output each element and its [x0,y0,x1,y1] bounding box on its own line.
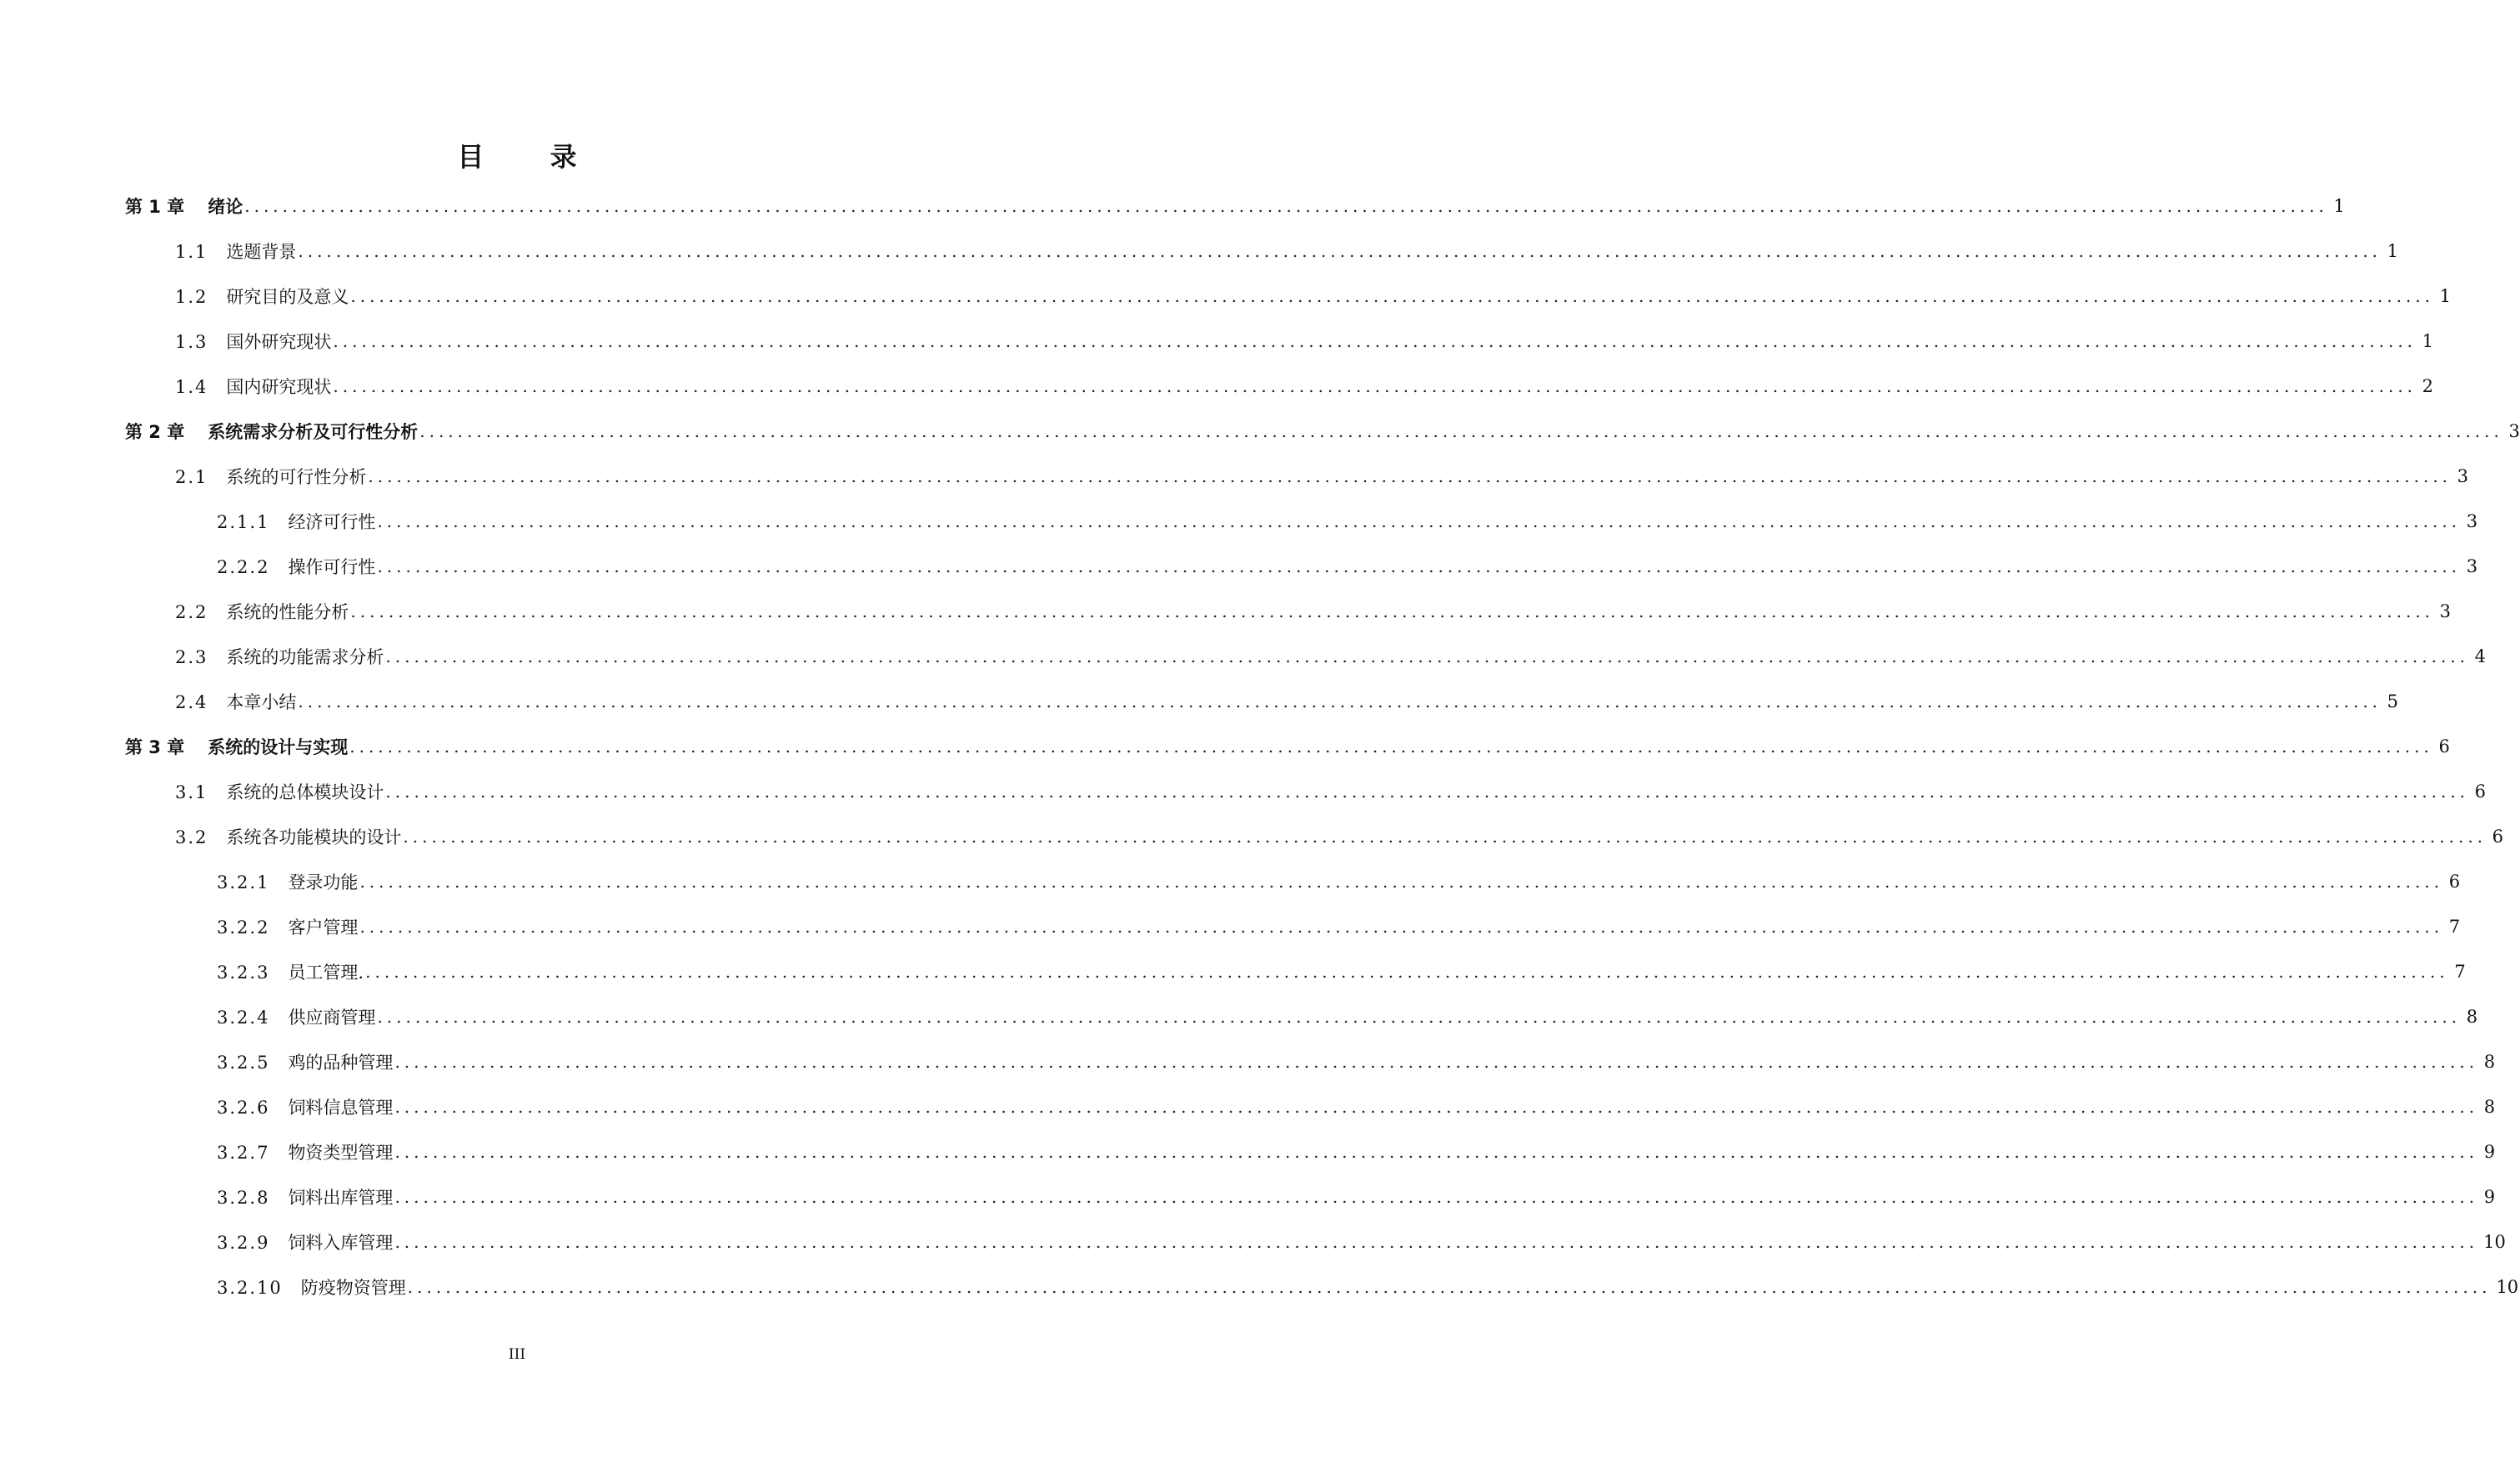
toc-entry-number: 2.1.1 [217,512,270,532]
toc-entry-text: 饲料出库管理 [288,1188,394,1208]
toc-entry-number: 2.1 [175,467,208,487]
toc-entry-number: 第 2 章 [125,422,185,442]
toc-entry-number: 3.2.2 [217,918,270,938]
toc-entry-page-number: 9 [2483,1187,2496,1207]
toc-entry-number: 2.2 [175,602,208,622]
toc-entry-number: 3.2.7 [217,1143,270,1163]
toc-entry-text: 国内研究现状 [226,377,332,397]
toc-entry[interactable] [0,994,2478,1039]
toc-entry-page-number: 8 [2466,1007,2478,1027]
toc-entry[interactable] [0,859,2461,904]
toc-entry-label [125,194,243,219]
toc-dot-leader: ............................................................................................................................................................................................................................ [298,691,2382,711]
toc-entry-label [175,239,296,264]
toc-entry-label [125,734,348,759]
page-number-footer: III [508,1346,526,1363]
toc-entry[interactable] [0,1219,2506,1264]
toc-entry-page-number: 1 [2333,196,2345,216]
toc-entry-text: 国外研究现状 [226,332,332,352]
toc-dot-leader: ............................................................................................................................................................................................................................ [365,962,2449,982]
toc-entry-text: 系统的性能分析 [226,602,349,622]
toc-entry-label [217,509,375,534]
toc-dot-leader: ............................................................................................................................................................................................................................ [377,511,2462,531]
toc-entry[interactable] [0,814,2504,859]
toc-entry[interactable] [0,904,2461,949]
toc-entry-number: 3.2.5 [217,1053,270,1073]
toc-entry-label [175,779,384,804]
toc-entry-page-number: 6 [2438,737,2450,757]
toc-entry-text: 客户管理 [288,918,359,938]
toc-entry-number: 1.1 [175,242,208,262]
toc-dot-leader: ............................................................................................................................................................................................................................ [377,556,2462,576]
toc-dot-leader: ............................................................................................................................................................................................................................ [368,466,2452,486]
toc-entry-label [217,1094,393,1119]
toc-entry-label [175,329,331,354]
toc-entry-number: 第 3 章 [125,737,185,757]
toc-entry-number: 3.2.3 [217,963,270,983]
toc-entry-number: 3.2 [175,827,208,847]
toc-entry[interactable] [0,319,2434,364]
toc-entry-page-number: 10 [2483,1232,2506,1252]
toc-entry-text: 系统的可行性分析 [226,467,367,487]
toc-entry[interactable] [0,274,2452,319]
toc-entry-text: 选题背景 [226,242,297,262]
toc-entry-page-number: 3 [2457,466,2469,486]
toc-entry[interactable] [0,679,2399,724]
toc-dot-leader: ............................................................................................................................................................................................................................ [359,872,2444,892]
toc-entry[interactable] [0,1084,2496,1129]
toc-entry-label [217,1229,393,1254]
toc-entry-label [175,464,366,489]
toc-entry[interactable] [0,949,2466,994]
toc-entry-text: 员工管理. [288,963,364,983]
toc-entry-page-number: 9 [2483,1142,2496,1162]
toc-dot-leader: ............................................................................................................................................................................................................................ [394,1187,2479,1207]
toc-entry-text: 防疫物资管理 [300,1278,406,1298]
toc-entry-page-number: 3 [2439,601,2452,621]
toc-entry[interactable] [0,454,2469,499]
toc-entry-label [217,914,358,939]
toc-entry-number: 1.3 [175,332,208,352]
toc-entry-label [125,419,418,444]
toc-dot-leader: ............................................................................................................................................................................................................................ [403,827,2487,847]
toc-entry-number: 3.2.1 [217,872,270,892]
toc-entry[interactable] [0,1129,2496,1174]
toc-entry-text: 系统的总体模块设计 [226,782,384,802]
toc-entry-text: 登录功能 [288,872,359,892]
toc-dot-leader: ............................................................................................................................................................................................................................ [394,1097,2479,1117]
toc-entry-number: 2.2.2 [217,557,270,577]
toc-dot-leader: ............................................................................................................................................................................................................................ [385,646,2470,666]
toc-entry-number: 3.2.10 [217,1278,283,1298]
toc-entry-text: 系统各功能模块的设计 [226,827,402,847]
toc-dot-leader: ............................................................................................................................................................................................................................ [377,1007,2462,1027]
toc-entry[interactable] [0,634,2487,679]
toc-entry-number: 3.2.9 [217,1233,270,1253]
toc-dot-leader: ............................................................................................................................................................................................................................ [333,376,2417,396]
toc-dot-leader: ............................................................................................................................................................................................................................ [394,1232,2479,1252]
toc-dot-leader: ............................................................................................................................................................................................................................ [394,1052,2479,1072]
toc-entry-number: 3.2.8 [217,1188,270,1208]
toc-entry-page-number: 3 [2466,556,2478,576]
toc-dot-leader: ............................................................................................................................................................................................................................ [359,917,2444,937]
toc-list [0,184,2520,1310]
toc-entry-label [175,284,349,309]
toc-entry-page-number: 1 [2439,286,2452,306]
toc-entry-page-number: 7 [2448,917,2461,937]
toc-dot-leader: ............................................................................................................................................................................................................................ [350,601,2435,621]
toc-entry-text: 饲料信息管理 [288,1098,394,1118]
toc-dot-leader: ............................................................................................................................................................................................................................ [349,737,2433,757]
toc-entry-number: 1.2 [175,287,208,307]
toc-entry-label [175,689,296,714]
toc-entry-text: 绪论 [208,197,243,217]
toc-entry-label [175,374,331,399]
toc-entry-label [217,869,358,894]
toc-entry-label [217,1184,393,1209]
toc-entry[interactable] [0,589,2452,634]
toc-dot-leader: ............................................................................................................................................................................................................................ [350,286,2435,306]
toc-entry[interactable] [0,364,2434,409]
toc-entry[interactable] [0,1264,2519,1310]
toc-entry[interactable] [0,499,2478,544]
toc-entry[interactable] [0,544,2478,589]
toc-entry-number: 3.1 [175,782,208,802]
toc-entry[interactable] [0,409,2520,454]
toc-entry-label [217,959,364,984]
toc-entry-page-number: 2 [2422,376,2434,396]
toc-entry-number: 第 1 章 [125,197,185,217]
toc-entry-label [175,824,401,849]
toc-entry[interactable] [0,1174,2496,1219]
toc-dot-leader: ............................................................................................................................................................................................................................ [394,1142,2479,1162]
toc-entry-text: 鸡的品种管理 [288,1053,394,1073]
toc-entry-page-number: 6 [2448,872,2461,892]
toc-entry-label [217,1049,393,1074]
toc-entry-page-number: 6 [2492,827,2504,847]
toc-dot-leader: ............................................................................................................................................................................................................................ [407,1277,2492,1297]
toc-entry-page-number: 6 [2474,782,2487,802]
toc-entry-label [175,599,349,624]
toc-entry-page-number: 7 [2454,962,2466,982]
toc-entry-page-number: 5 [2387,691,2399,711]
toc-entry-page-number: 10 [2496,1277,2519,1297]
toc-entry-text: 本章小结 [226,692,297,712]
toc-entry-page-number: 3 [2508,421,2520,441]
toc-dot-leader: ............................................................................................................................................................................................................................ [385,782,2470,802]
toc-entry-label [217,1274,406,1300]
toc-entry-text: 系统需求分析及可行性分析 [208,422,419,442]
toc-entry-label [217,554,375,579]
toc-entry-page-number: 3 [2466,511,2478,531]
toc-entry-page-number: 4 [2474,646,2487,666]
toc-dot-leader: ............................................................................................................................................................................................................................ [333,331,2417,351]
toc-entry-page-number: 8 [2483,1052,2496,1072]
toc-entry-page-number: 1 [2422,331,2434,351]
toc-entry[interactable] [0,184,2345,229]
toc-entry[interactable] [0,229,2399,274]
toc-entry-number: 2.3 [175,647,208,667]
toc-dot-leader: ............................................................................................................................................................................................................................ [298,241,2382,261]
toc-entry-label [175,644,384,669]
toc-entry-text: 系统的功能需求分析 [226,647,384,667]
toc-entry-label [217,1004,375,1029]
toc-entry-number: 3.2.6 [217,1098,270,1118]
toc-entry-text: 物资类型管理 [288,1143,394,1163]
toc-title: 目 录 [457,141,605,173]
toc-entry[interactable] [0,724,2450,769]
toc-entry-page-number: 8 [2483,1097,2496,1117]
toc-dot-leader: ............................................................................................................................................................................................................................ [419,421,2503,441]
toc-entry-text: 供应商管理 [288,1008,376,1028]
toc-entry-page-number: 1 [2387,241,2399,261]
toc-entry-number: 1.4 [175,377,208,397]
toc-entry-text: 操作可行性 [288,557,376,577]
toc-entry-number: 2.4 [175,692,208,712]
toc-entry[interactable] [0,769,2487,814]
toc-entry-label [217,1139,393,1164]
toc-entry[interactable] [0,1039,2496,1084]
toc-entry-text: 研究目的及意义 [226,287,349,307]
toc-entry-number: 3.2.4 [217,1008,270,1028]
toc-entry-text: 饲料入库管理 [288,1233,394,1253]
toc-dot-leader: ............................................................................................................................................................................................................................ [244,196,2328,216]
toc-entry-text: 系统的设计与实现 [208,737,349,757]
toc-entry-text: 经济可行性 [288,512,376,532]
